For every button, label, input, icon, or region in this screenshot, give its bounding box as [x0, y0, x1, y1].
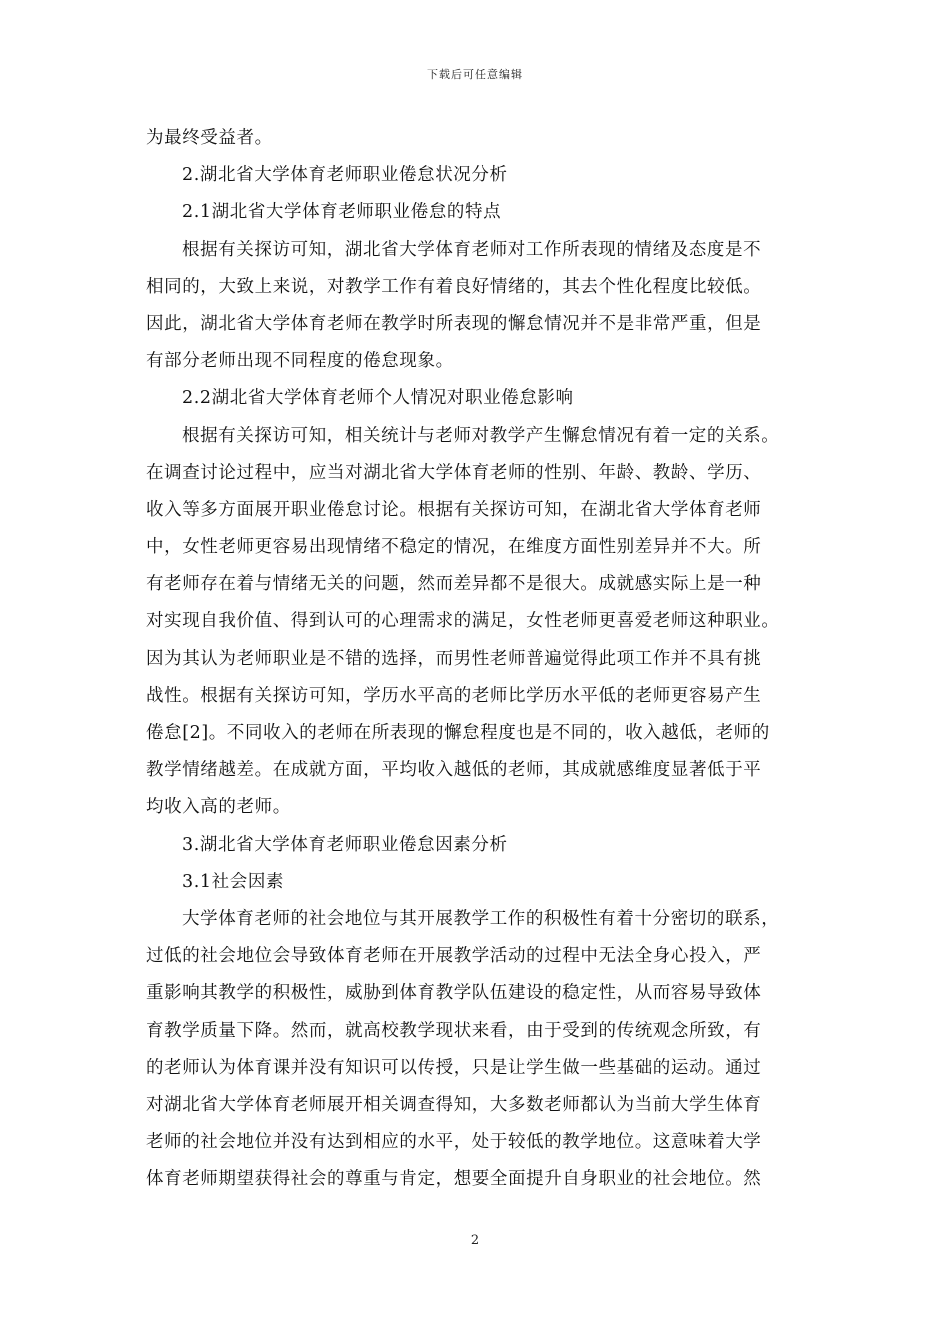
- text-line: 老师的社会地位并没有达到相应的水平，处于较低的教学地位。这意味着大学: [146, 1132, 762, 1153]
- text-line: 有部分老师出现不同程度的倦怠现象。: [146, 351, 454, 372]
- text-line: 在调查讨论过程中，应当对湖北省大学体育老师的性别、年龄、教龄、学历、: [146, 462, 762, 483]
- text-line: 收入等多方面展开职业倦怠讨论。根据有关探访可知，在湖北省大学体育老师: [146, 499, 762, 520]
- text-line: 重影响其教学的积极性，威胁到体育教学队伍建设的稳定性，从而容易导致体: [146, 983, 762, 1004]
- text-line: 相同的，大致上来说，对教学工作有着良好情绪的，其去个性化程度比较低。: [146, 276, 762, 297]
- text-line: 教学情绪越差。在成就方面，平均收入越低的老师，其成就感维度显著低于平: [146, 760, 762, 781]
- page-header: 下载后可任意编辑: [427, 68, 523, 81]
- text-line: 过低的社会地位会导致体育老师在开展教学活动的过程中无法全身心投入，严: [146, 946, 762, 967]
- text-line: 体育老师期望获得社会的尊重与肯定，想要全面提升自身职业的社会地位。然: [146, 1169, 762, 1190]
- text-line: 2.1湖北省大学体育老师职业倦怠的特点: [182, 202, 502, 223]
- text-line: 对湖北省大学体育老师展开相关调查得知，大多数老师都认为当前大学生体育: [146, 1094, 762, 1115]
- text-line: 因此，湖北省大学体育老师在教学时所表现的懈怠情况并不是非常严重，但是: [146, 313, 762, 334]
- text-line: 3.1社会因素: [182, 871, 285, 892]
- text-line: 3.湖北省大学体育老师职业倦怠因素分析: [182, 834, 508, 855]
- text-line: 中，女性老师更容易出现情绪不稳定的情况，在维度方面性别差异并不大。所: [146, 537, 762, 558]
- text-line: 2.湖北省大学体育老师职业倦怠状况分析: [182, 165, 508, 186]
- text-line: 的老师认为体育课并没有知识可以传授，只是让学生做一些基础的运动。通过: [146, 1057, 762, 1078]
- text-line: 倦怠[2]。不同收入的老师在所表现的懈怠程度也是不同的，收入越低，老师的: [146, 723, 770, 743]
- text-line: 对实现自我价值、得到认可的心理需求的满足，女性老师更喜爱老师这种职业。: [146, 611, 780, 632]
- text-line: 大学体育老师的社会地位与其开展教学工作的积极性有着十分密切的联系，: [182, 908, 780, 929]
- text-line: 2.2湖北省大学体育老师个人情况对职业倦怠影响: [182, 388, 574, 409]
- text-line: 为最终受益者。: [146, 128, 273, 148]
- text-line: 育教学质量下降。然而，就高校教学现状来看，由于受到的传统观念所致，有: [146, 1020, 762, 1041]
- text-line: 战性。根据有关探访可知，学历水平高的老师比学历水平低的老师更容易产生: [146, 685, 762, 706]
- document-body: [146, 120, 806, 1198]
- text-line: 根据有关探访可知，湖北省大学体育老师对工作所表现的情绪及态度是不: [182, 239, 762, 260]
- text-line: 有老师存在着与情绪无关的问题，然而差异都不是很大。成就感实际上是一种: [146, 574, 762, 595]
- text-line: 均收入高的老师。: [146, 797, 291, 818]
- text-line: 因为其认为老师职业是不错的选择，而男性老师普遍觉得此项工作并不具有挑: [146, 648, 762, 669]
- text-line: 根据有关探访可知，相关统计与老师对教学产生懈怠情况有着一定的关系。: [182, 425, 780, 446]
- page-number: 2: [470, 1233, 480, 1248]
